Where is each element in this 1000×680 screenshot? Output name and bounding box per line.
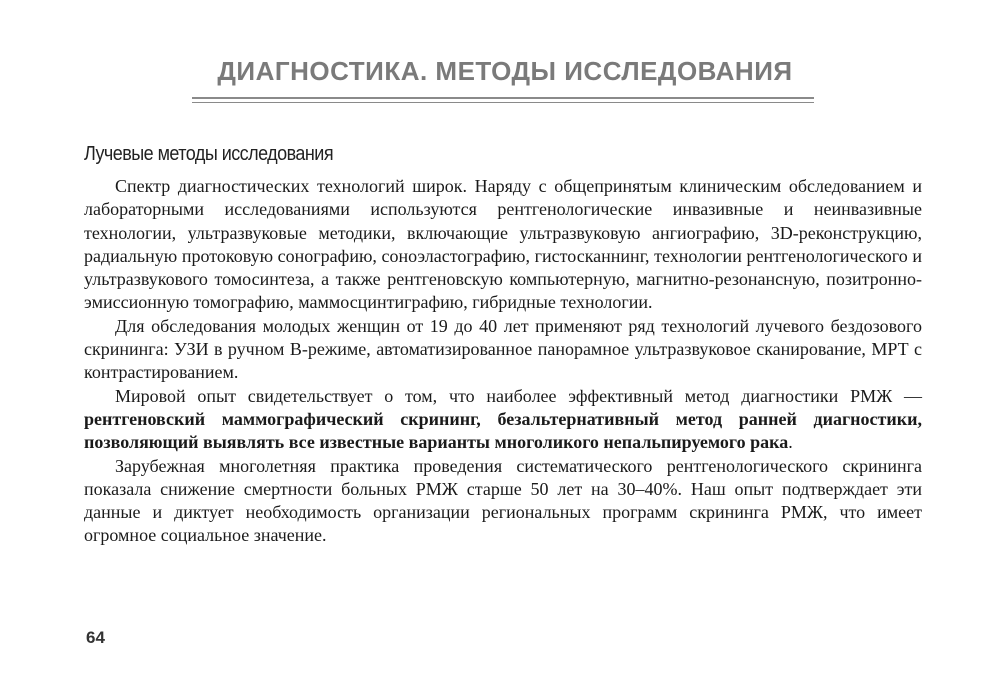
section-heading: Лучевые методы исследования bbox=[84, 143, 334, 165]
paragraph-3 bbox=[84, 385, 922, 455]
paragraph-2: Для обследования молодых женщин от 19 до 40 лет применяют ряд технологий лучевого бездозового скрининга: УЗИ в ручном B-режиме, автоматизированное панорамное ультразвуковое сканирование, МРТ с контрастированием. bbox=[84, 315, 922, 383]
paragraph-1: Спектр диагностических технологий широк. Наряду с общепринятым клиническим обследованием и лабораторными исследованиями используются рентгенологические инвазивные и неинвазивные технологии, ультразвуковые методики, включающие ультразвуковую ангиографию, 3D-реконструкцию, радиальную протоковую сонографию, соноэластографию, гистосканнинг, технологии рентгенологического и ультразвукового томосинтеза, а также рентгеновскую компьютерную, магнитно-резонансную, позитронно-эмиссионную томографию, маммосцинтиграфию, гибридные технологии. bbox=[84, 176, 922, 313]
title-divider bbox=[192, 97, 814, 103]
chapter-title: ДИАГНОСТИКА. МЕТОДЫ ИССЛЕДОВАНИЯ bbox=[217, 56, 793, 86]
page-number: 64 bbox=[86, 628, 105, 647]
paragraph-3-intro: Мировой опыт свидетельствует о том, что наиболее эффективный метод диагностики РМЖ — bbox=[115, 385, 922, 406]
body-text bbox=[84, 175, 922, 548]
paragraph-3-bold: рентгеновский маммографический скрининг, безальтернативный метод ранней диагностики, позволяющий выявлять все известные варианты многоликого непальпируемого рака bbox=[84, 408, 922, 453]
paragraph-3-end: . bbox=[788, 432, 793, 453]
paragraph-4: Зарубежная многолетняя практика проведения систематического рентгенологического скрининга показала снижение смертности больных РМЖ старше 50 лет на 30–40%. Наш опыт подтверждает эти данные и диктует необходимость организации региональных программ скрининга РМЖ, что имеет огромное социальное значение. bbox=[84, 455, 922, 546]
